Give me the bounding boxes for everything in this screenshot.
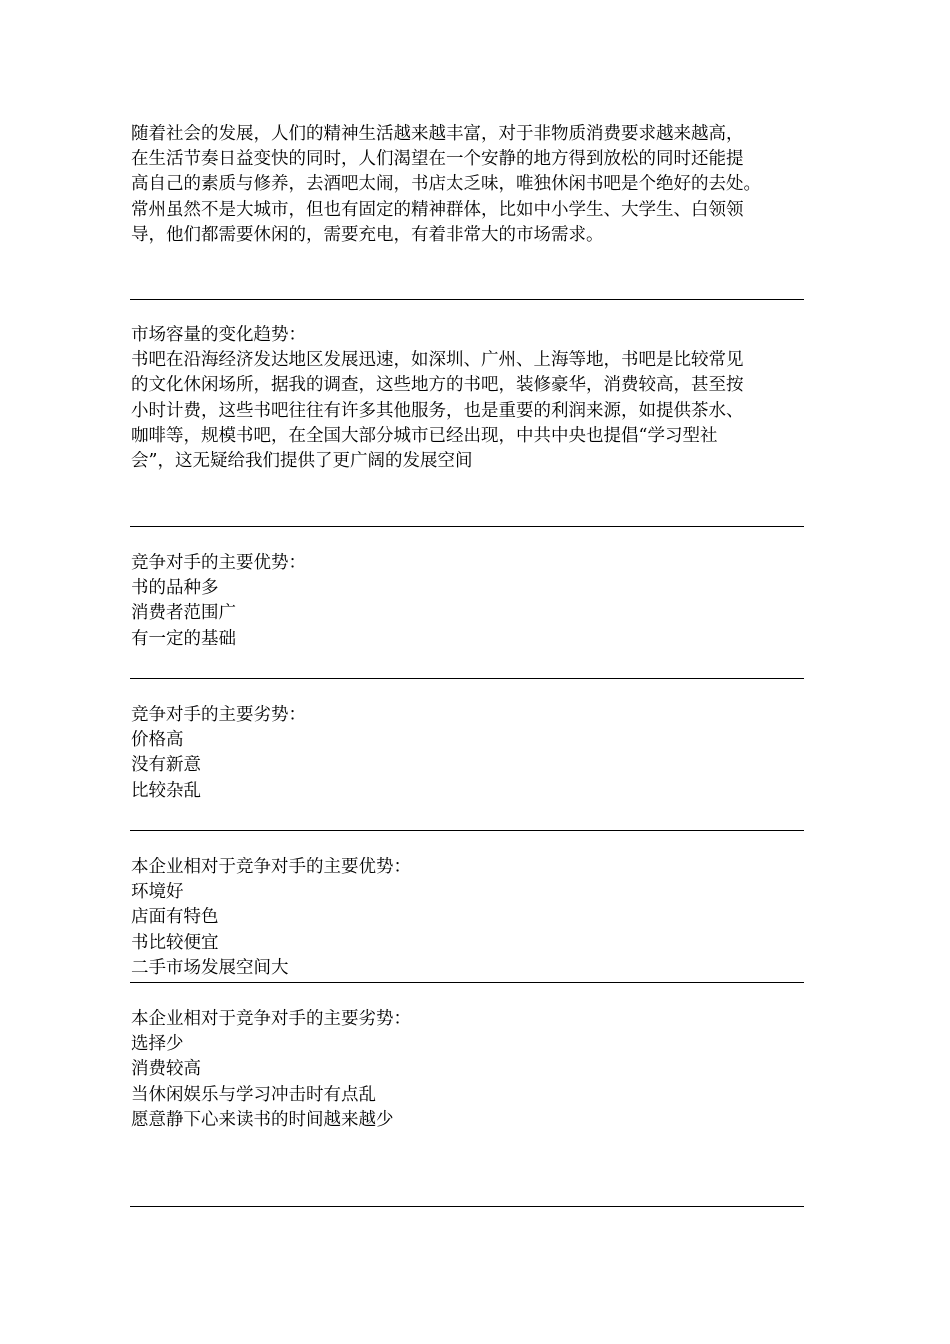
- list-item: 价格高: [131, 730, 184, 751]
- list-item: 愿意静下心来读书的时间越来越少: [131, 1109, 394, 1130]
- text-line: 会”，这无疑给我们提供了更广阔的发展空间: [131, 450, 473, 471]
- list-item: 环境好: [131, 882, 184, 903]
- text-line: 常州虽然不是大城市，但也有固定的精神群体，比如中小学生、大学生、白领领: [131, 199, 744, 220]
- our-strengths-section: [131, 855, 806, 981]
- market-trend-section: [131, 323, 806, 474]
- divider-line: [130, 830, 804, 831]
- section-heading: 本企业相对于竞争对手的主要劣势：: [131, 1009, 411, 1029]
- list-item: 比较杂乱: [131, 780, 201, 801]
- text-line: 随着社会的发展，人们的精神生活越来越丰富，对于非物质消费要求越来越高，: [131, 124, 744, 144]
- section-heading: 竞争对手的主要优势：: [131, 553, 306, 573]
- text-line: 书吧在沿海经济发达地区发展迅速，如深圳、广州、上海等地，书吧是比较常见: [131, 350, 744, 371]
- divider-line: [130, 299, 804, 300]
- list-item: 二手市场发展空间大: [131, 957, 289, 978]
- list-item: 消费较高: [131, 1059, 201, 1080]
- list-item: 书的品种多: [131, 578, 219, 599]
- list-item: 书比较便宜: [131, 932, 219, 953]
- text-line: 小时计费，这些书吧往往有许多其他服务，也是重要的利润来源，如提供茶水、: [131, 400, 744, 421]
- divider-line: [130, 526, 804, 527]
- divider-line: [130, 1206, 804, 1207]
- list-item: 选择少: [131, 1034, 184, 1055]
- list-item: 没有新意: [131, 755, 201, 776]
- section-heading: 本企业相对于竞争对手的主要优势：: [131, 857, 411, 877]
- section-heading: 市场容量的变化趋势：: [131, 325, 306, 345]
- section-heading: 竞争对手的主要劣势：: [131, 705, 306, 725]
- our-weaknesses-section: [131, 1007, 806, 1133]
- list-item: 消费者范围广: [131, 603, 236, 624]
- divider-line: [130, 982, 804, 983]
- text-line: 在生活节奏日益变快的同时，人们渴望在一个安静的地方得到放松的同时还能提: [131, 149, 744, 170]
- text-line: 导，他们都需要休闲的，需要充电，有着非常大的市场需求。: [131, 224, 604, 245]
- competitor-strengths-section: [131, 551, 806, 652]
- text-line: 咖啡等，规模书吧，在全国大部分城市已经出现，中共中央也提倡“学习型社: [131, 425, 718, 446]
- text-line: 的文化休闲场所，据我的调查，这些地方的书吧，装修豪华，消费较高，甚至按: [131, 375, 744, 396]
- list-item: 有一定的基础: [131, 628, 236, 649]
- list-item: 店面有特色: [131, 907, 219, 928]
- intro-paragraph: [131, 122, 806, 248]
- divider-line: [130, 678, 804, 679]
- text-line: 高自己的素质与修养，去酒吧太闹，书店太乏味，唯独休闲书吧是个绝好的去处。: [131, 174, 761, 195]
- competitor-weaknesses-section: [131, 703, 806, 804]
- list-item: 当休闲娱乐与学习冲击时有点乱: [131, 1084, 376, 1105]
